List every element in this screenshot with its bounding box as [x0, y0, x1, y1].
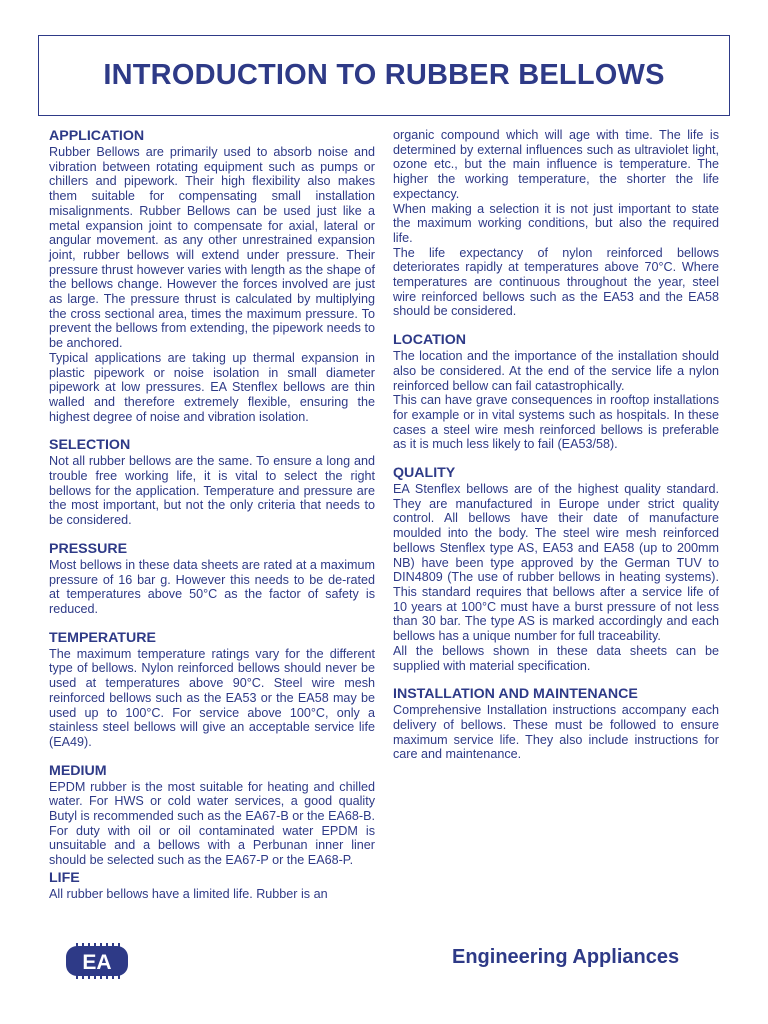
section-heading-quality: QUALITY	[393, 465, 456, 482]
logo-text: EA	[82, 951, 112, 974]
paragraph: Most bellows in these data sheets are rated at a maximum pressure of 16 bar g. However this needs to be de-rated at temperatures above 50°C as the factor of safety is reduced.	[49, 557, 375, 616]
paragraph: All the bellows shown in these data sheets can be supplied with material specification.	[393, 643, 719, 673]
page-title: INTRODUCTION TO RUBBER BELLOWS	[103, 59, 665, 91]
paragraph: Typical applications are taking up thermal expansion in plastic pipework or noise isolation in small diameter pipework at low pressures. EA Stenflex bellows are thin walled and therefore extremely flexible, ensuring the highest degree of noise and vibration isolation.	[49, 350, 375, 424]
paragraph: All rubber bellows have a limited life. Rubber is an	[49, 886, 328, 901]
section-heading-application: APPLICATION	[49, 128, 145, 144]
paragraph: organic compound which will age with time. The life is determined by external influences such as ultraviolet light, ozone etc., but the main influence is temperature. The higher the working temperature, the shorter the life expectancy.	[393, 128, 719, 201]
paragraph: The life expectancy of nylon reinforced bellows deteriorates rapidly at temperatures above 70°C. Where temperatures are continuous throughout the year, steel wire reinforced bellows such as the EA53 and the EA58 should be considered.	[393, 245, 719, 319]
paragraph: Rubber Bellows are primarily used to absorb noise and vibration between rotating equipment such as pumps or chillers and pipework. Their high flexibility also makes them suitable for compensating small installation misalignments. Rubber Bellows can be used just like a metal expansion joint to compensate for axial, lateral or angular movement. as any other unrestrained expansion joint, rubber bellows will extend under pressure. Their pressure thrust however varies with length as the shape of the bellows change. However the forces involved are just as large. The pressure thrust is calculated by multiplying the cross sectional area, times the maximum pressure. To prevent the bellows from extending, the pipework needs to be anchored.	[49, 145, 375, 351]
paragraph: When making a selection it is not just important to state the maximum working conditions, but also the required life.	[393, 201, 719, 245]
section-heading-life: LIFE	[49, 869, 80, 886]
right-column	[393, 128, 719, 762]
paragraph: This can have grave consequences in rooftop installations for example or in vital systems such as hospitals. In these cases a steel wire mesh reinforced bellows is preferable as it is much less likely to fail (EA53/58).	[393, 393, 719, 452]
section-heading-temperature: TEMPERATURE	[49, 629, 156, 646]
section-heading-location: LOCATION	[393, 332, 467, 349]
brand-name: Engineering Appliances	[452, 946, 680, 968]
section-heading-installation: INSTALLATION AND MAINTENANCE	[393, 686, 638, 703]
paragraph: EA Stenflex bellows are of the highest quality standard. They are manufactured in Europe under strict quality control. All bellows have their date of manufacture moulded into the body. The steel wire mesh reinforced bellows Stenflex type AS, EA53 and EA58 (up to 200mm NB) have been type approved by the German TUV to DIN4809 (The use of rubber bellows in heating systems). This standard requires that bellows after a service life of 10 years at 100°C must have a burst pressure of not less than 30 bar. The type AS is marked accordingly and each bellows has a unique number for full traceability.	[393, 482, 719, 644]
section-heading-selection: SELECTION	[49, 437, 131, 454]
title-box	[38, 35, 730, 116]
ea-logo	[64, 943, 130, 979]
section-heading-medium: MEDIUM	[49, 762, 107, 779]
section-heading-pressure: PRESSURE	[49, 540, 128, 557]
paragraph: The location and the importance of the installation should also be considered. At the end of the service life a nylon reinforced bellow can fail catastrophically.	[393, 349, 719, 393]
left-column	[49, 128, 375, 902]
paragraph: The maximum temperature ratings vary for the different type of bellows. Nylon reinforced bellows should never be used at temperatures above 90°C. Steel wire mesh reinforced bellows such as the EA53 or the EA58 may be used up to 100°C. For service above 100°C, only a stainless steel bellows will give an acceptable service life (EA49).	[49, 646, 375, 749]
paragraph: Not all rubber bellows are the same. To ensure a long and trouble free working life, it is vital to select the right bellows for the application. Temperature and pressure are the most important, but not the only criteria that needs to be considered.	[49, 454, 375, 528]
paragraph: Comprehensive Installation instructions accompany each delivery of bellows. These must be followed to ensure maximum service life. They also include instructions for care and maintenance.	[393, 703, 719, 762]
paragraph: EPDM rubber is the most suitable for heating and chilled water. For HWS or cold water services, a good quality Butyl is recommended such as the EA67-B or the EA68-B. For duty with oil or oil contaminated water EPDM is unsuitable and a bellows with a Perbunan inner liner should be selected such as the EA67-P or the EA68-P.	[49, 779, 375, 868]
